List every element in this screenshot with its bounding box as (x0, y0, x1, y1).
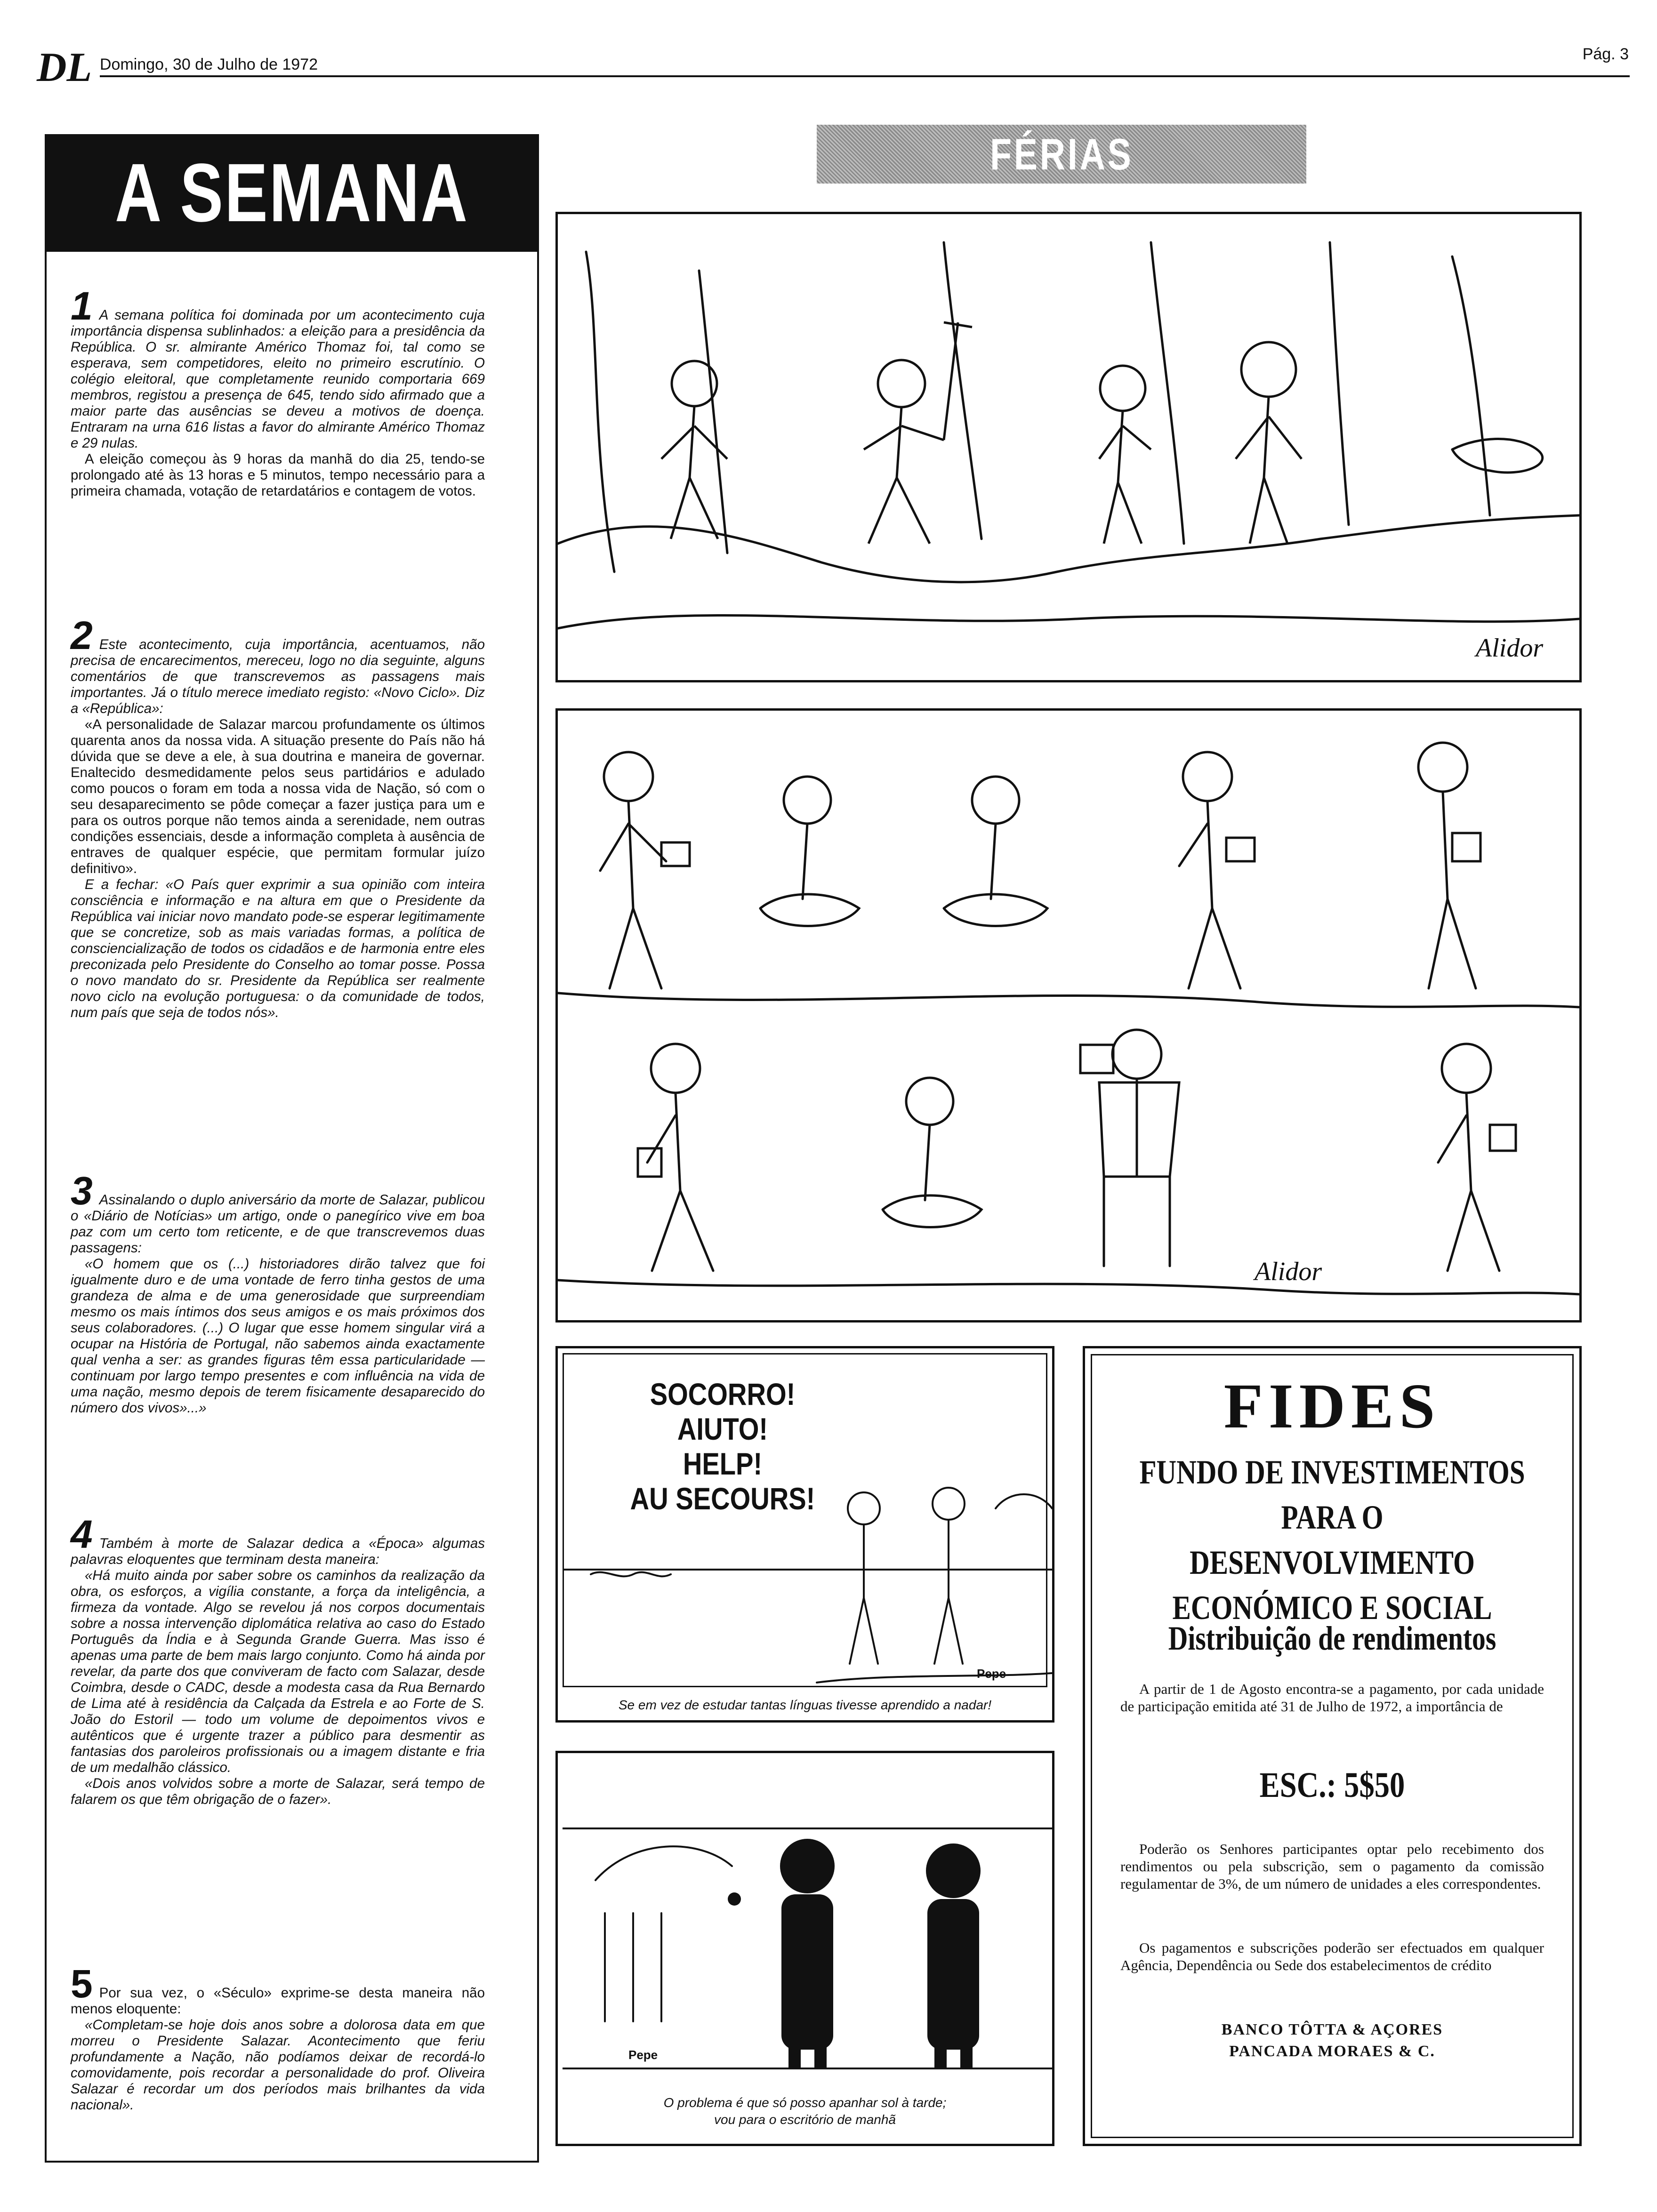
tourists-drawing (558, 711, 1579, 1320)
ad-paragraph-2: Poderão os Senhores participantes optar pelo recebimento dos rendimentos ou pela subscrição, sem o pagamento da comissão regulamentar de 3%, de um número de unidades a eles correspondentes. (1120, 1841, 1544, 1892)
drowning-drawing (563, 1353, 1052, 1692)
section-2 (71, 613, 485, 1021)
section-paragraph: Por sua vez, o «Século» exprime-se desta maneira não menos eloquente: (71, 1985, 485, 2017)
column-title: A SEMANA (114, 147, 469, 239)
ferias-banner (817, 125, 1306, 184)
mountaineers-drawing (558, 214, 1579, 680)
section-5 (71, 1962, 485, 2113)
section-number: 5 (71, 1962, 93, 2006)
caption-line-2: vou para o escritório de manhã (714, 2112, 896, 2127)
ad-fund-line-3: ECONÓMICO E SOCIAL (1172, 1589, 1492, 1627)
ad-bank-2: PANCADA MORAES & C. (1229, 2043, 1435, 2060)
cartoonist-signature: Alidor (1255, 1257, 1322, 1286)
section-paragraph: Também à morte de Salazar dedica a «Época» algumas palavras eloquentes que terminam desta maneira: (71, 1536, 485, 1567)
page-number: Pág. 3 (1582, 45, 1629, 63)
shout-italian: AIUTO! (677, 1411, 768, 1446)
section-paragraph: «Dois anos volvidos sobre a morte de Salazar, será tempo de falarem os que têm obrigação de o fazer». (71, 1776, 485, 1807)
section-paragraph: «Há muito ainda por saber sobre os caminhos da realização da obra, os esforços, a vigília constante, a força da inteligência, a firmeza da vontade. Algo se revelou já nos corpos documentais sobre a nossa intervenção diplomática relativa ao caso do Estado Português da Índia e à Segunda Grande Guerra. Mas isso é apenas uma parte de bem mais largo conjunto. Como há ainda por revelar, da parte dos que conviveram de facto com Salazar, desde Coimbra, desde o CADC, desde a modesta casa da Rua Bernardo de Lima até à residência da Calçada da Estrela e ao Forte de S. João do Estoril — todo um volume de depoimentos vivos e autênticos que é urgente trazer a público para desmentir as fantasias dos paroleiros profissionais ou a imagem distante e fria de um medalhão clássico. (71, 1568, 485, 1775)
section-number: 4 (71, 1512, 93, 1556)
ad-paragraph-1: A partir de 1 de Agosto encontra-se a pagamento, por cada unidade de participação emitida até 31 de Julho de 1972, a importância de (1120, 1681, 1544, 1715)
cartoon-mountaineers (555, 212, 1582, 682)
cartoon-caption: Se em vez de estudar tantas línguas tivesse aprendido a nadar! (618, 1698, 992, 1712)
beach-drawing (563, 1758, 1052, 2083)
ad-fund-line-1: FUNDO DE INVESTIMENTOS (1139, 1453, 1525, 1491)
ad-fund-name (1135, 1450, 1529, 1630)
section-paragraph: A eleição começou às 9 horas da manhã do dia 25, tendo-se prolongado até às 13 horas e 5 minutos, tempo necessário para a primeira chamada, votação de retardatários e contagem de votos. (71, 451, 485, 499)
ad-paragraph-3: Os pagamentos e subscrições poderão ser efectuados em qualquer Agência, Dependência ou Sede dos estabelecimentos de crédito (1120, 1940, 1544, 1973)
masthead-rule (100, 75, 1630, 77)
section-paragraph: A semana política foi dominada por um acontecimento cuja importância dispensa sublinhados: a eleição para a presidência da República. O sr. almirante Américo Thomaz foi, tal como se esperava, sem competidores, eleito no primeiro escrutínio. O colégio eleitoral, que completamente reunido comportaria 669 membros, registou a presença de 645, tendo sido afirmado que a maior parte das ausências se deveu a motivos de doença. Entraram na urna 616 listas a favor do almirante Américo Thomaz e 29 nulas. (71, 307, 485, 451)
newspaper-logo: DL (37, 45, 92, 90)
cartoonist-signature: Alidor (1476, 633, 1544, 663)
ad-inner-frame (1091, 1354, 1574, 2138)
cartoon-tourists-fakir (555, 708, 1582, 1322)
fides-advertisement (1083, 1346, 1582, 2146)
section-number: 1 (71, 284, 93, 328)
issue-date: Domingo, 30 de Julho de 1972 (100, 56, 318, 73)
ad-title: FIDES (1223, 1371, 1441, 1442)
section-number: 3 (71, 1169, 93, 1213)
section-paragraph: «O homem que os (...) historiadores dirão talvez que foi igualmente duro e de uma vontade de ferro tinha gestos de uma grandeza de alma e de uma generosidade que surpreendiam mesmo os mais íntimos dos seus amigos e os mais próximos dos seus colaboradores. (...) O lugar que esse homem singular virá a ocupar na História de Portugal, não sabemos ainda exactamente qual venha a ser: as grandes figuras têm essa particularidade — continuam por largo tempo presentes e com influência na vida de uma nação, mesmo depois de terem fisicamente desaparecido do número dos vivos»...» (71, 1256, 485, 1416)
ad-banks (1092, 2019, 1572, 2062)
section-paragraph: Assinalando o duplo aniversário da morte de Salazar, publicou o «Diário de Notícias» um artigo, onde o panegírico vive em boa paz com um certo tom reticente, e de que transcrevemos duas passagens: (71, 1192, 485, 1256)
shout-portuguese: SOCORRO! (650, 1377, 796, 1411)
section-paragraph: E a fechar: «O País quer exprimir a sua opinião com inteira consciência e informação e na altura em que o Presidente da República vai iniciar novo mandato pode-se esperar legitimamente que se concretize, sob as mais variadas formas, a política de consciencialização de todos os cidadãos e de harmonia entre eles preconizada pelo Presidente do Conselho ao tomar posse. Possa o novo mandato do sr. Presidente da República ser realmente novo ciclo na evolução portuguesa: o da comunidade de todos, num país que seja de todos nós». (71, 877, 485, 1020)
section-paragraph: «A personalidade de Salazar marcou profundamente os últimos quarenta anos da nossa vida. A situação presente do País não há dúvida que se deve a ele, à sua doutrina e maneira de governar. Enaltecido desmedidamente pelos seus partidários e adulado como poucos o foram em toda a nossa vida de Nação, só com o seu desaparecimento se pôde começar a fazer justiça para um e para os outros porque não temos ainda a serenidade, nem outras condições essenciais, desde a informação completa à ausência de entraves de qualquer espécie, que permitam formular juízo definitivo». (71, 717, 485, 876)
cartoon-caption (563, 2094, 1047, 2128)
section-number: 2 (71, 613, 93, 657)
ferias-title: FÉRIAS (989, 129, 1134, 179)
column-title-box (45, 134, 539, 252)
ad-fund-line-2: PARA O DESENVOLVIMENTO (1190, 1499, 1475, 1581)
section-paragraph: «Completam-se hoje dois anos sobre a dolorosa data em que morreu o Presidente Salazar. Acontecimento que feriu profundamente a Nação, não podíamos deixar de recordá-lo comovidamente, pois recordar a personalidade do prof. Oliveira Salazar é recordar um dos períodos mais brilhantes da vida nacional». (71, 2017, 485, 2113)
ad-bank-1: BANCO TÔTTA & AÇORES (1221, 2021, 1443, 2038)
section-3 (71, 1169, 485, 1416)
section-1 (71, 284, 485, 499)
cartoon-beach (555, 1751, 1054, 2146)
ad-subtitle: Distribuição de rendimentos (1168, 1619, 1496, 1657)
cartoon-drowning (555, 1346, 1054, 1723)
cartoonist-signature: Pepe (628, 2048, 658, 2062)
shout-english: HELP! (683, 1446, 763, 1481)
section-paragraph: Este acontecimento, cuja importância, acentuamos, não precisa de encarecimentos, mereceu, logo no dia seguinte, alguns comentários de que transcrevemos as passagens mais importantes. Já o título merece imediato registo: «Novo Ciclo». Diz a «República»: (71, 637, 485, 716)
shout-french: AU SECOURS! (630, 1481, 815, 1516)
section-4 (71, 1512, 485, 1808)
caption-line-1: O problema é que só posso apanhar sol à tarde; (663, 2095, 947, 2110)
cartoonist-signature: Pepe (977, 1667, 1006, 1681)
ad-amount: ESC.: 5$50 (1259, 1765, 1405, 1805)
